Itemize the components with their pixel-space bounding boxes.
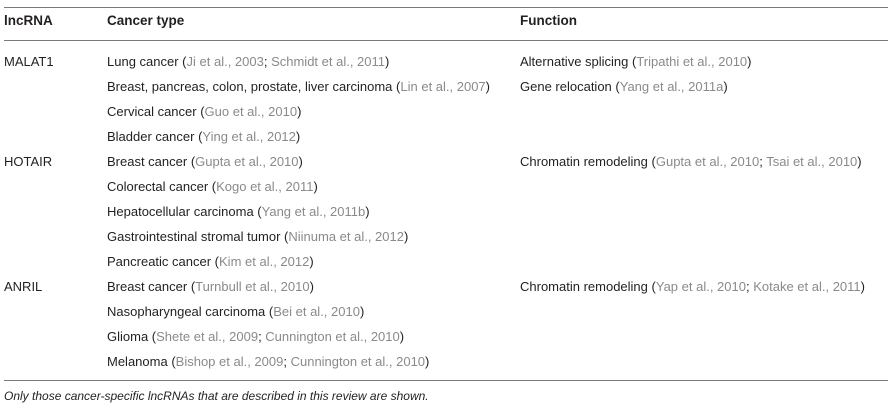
cancer-type-cell-text: Colorectal cancer bbox=[107, 179, 209, 194]
function-cell-text: Alternative splicing bbox=[520, 54, 629, 69]
cancer-type-cell-text: Gastrointestinal stromal tumor bbox=[107, 229, 281, 244]
function-cell-text: Chromatin remodeling bbox=[520, 279, 648, 294]
citation: Kotake et al., 2011 bbox=[753, 279, 861, 294]
table-row bbox=[4, 277, 888, 302]
cancer-type-cell: Glioma (Shete et al., 2009; Cunnington et al., 2010) bbox=[107, 329, 405, 344]
table-row bbox=[4, 252, 888, 277]
table-header-row bbox=[4, 13, 888, 33]
citation: Tsai et al., 2010 bbox=[766, 154, 858, 169]
citation: Bei et al., 2010 bbox=[273, 304, 360, 319]
table-row bbox=[4, 52, 888, 77]
table-bottom-rule bbox=[4, 380, 888, 381]
function-cell: Chromatin remodeling (Gupta et al., 2010; Tsai et al., 2010) bbox=[520, 154, 862, 169]
cancer-type-cell: Bladder cancer (Ying et al., 2012) bbox=[107, 129, 301, 144]
cancer-type-cell: Breast cancer (Gupta et al., 2010) bbox=[107, 154, 303, 169]
citation: Bishop et al., 2009 bbox=[175, 354, 284, 369]
cancer-type-cell-text: Breast cancer bbox=[107, 279, 188, 294]
function-cell: Chromatin remodeling (Yap et al., 2010; Kotake et al., 2011) bbox=[520, 279, 865, 294]
cancer-type-cell: Breast, pancreas, colon, prostate, liver carcinoma (Lin et al., 2007) bbox=[107, 79, 491, 94]
cancer-type-cell-text: Pancreatic cancer bbox=[107, 254, 212, 269]
table-footnote: Only those cancer-specific lncRNAs that are described in this review are shown. bbox=[4, 389, 429, 403]
table-row bbox=[4, 152, 888, 177]
table-row bbox=[4, 127, 888, 152]
citation: Cunnington et al., 2010 bbox=[290, 354, 426, 369]
function-cell-text: Gene relocation bbox=[520, 79, 612, 94]
table-top-rule bbox=[4, 7, 888, 8]
header-lncrna: lncRNA bbox=[4, 13, 53, 28]
citation: Yap et al., 2010 bbox=[655, 279, 746, 294]
cancer-type-cell-text: Cervical cancer bbox=[107, 104, 197, 119]
citation: Yang et al., 2011a bbox=[619, 79, 724, 94]
citation: Cunnington et al., 2010 bbox=[265, 329, 400, 344]
lncrna-cell: ANRIL bbox=[4, 279, 43, 294]
header-cancer-type: Cancer type bbox=[107, 13, 185, 28]
table-row bbox=[4, 227, 888, 252]
function-cell: Alternative splicing (Tripathi et al., 2010) bbox=[520, 54, 752, 69]
lncrna-cell: HOTAIR bbox=[4, 154, 53, 169]
citation: Schmidt et al., 2011 bbox=[271, 54, 386, 69]
citation: Guo et al., 2010 bbox=[204, 104, 298, 119]
cancer-type-cell: Melanoma (Bishop et al., 2009; Cunnington et al., 2010) bbox=[107, 354, 430, 369]
cancer-type-cell: Breast cancer (Turnbull et al., 2010) bbox=[107, 279, 314, 294]
citation: Turnbull et al., 2010 bbox=[195, 279, 310, 294]
cancer-type-cell: Nasopharyngeal carcinoma (Bei et al., 2010) bbox=[107, 304, 365, 319]
lncrna-cell: MALAT1 bbox=[4, 54, 54, 69]
table-row bbox=[4, 352, 888, 377]
cancer-type-cell-text: Melanoma bbox=[107, 354, 168, 369]
citation: Lin et al., 2007 bbox=[400, 79, 486, 94]
cancer-type-cell-text: Breast, pancreas, colon, prostate, liver carcinoma bbox=[107, 79, 393, 94]
header-function: Function bbox=[520, 13, 577, 28]
citation: Gupta et al., 2010 bbox=[195, 154, 299, 169]
cancer-type-cell: Lung cancer (Ji et al., 2003; Schmidt et al., 2011) bbox=[107, 54, 390, 69]
cancer-type-cell-text: Nasopharyngeal carcinoma bbox=[107, 304, 266, 319]
function-cell-text: Chromatin remodeling bbox=[520, 154, 648, 169]
citation: Niinuma et al., 2012 bbox=[288, 229, 404, 244]
table-row bbox=[4, 202, 888, 227]
cancer-type-cell: Cervical cancer (Guo et al., 2010) bbox=[107, 104, 302, 119]
cancer-type-cell-text: Bladder cancer bbox=[107, 129, 195, 144]
table-row bbox=[4, 177, 888, 202]
table-body bbox=[4, 52, 888, 377]
citation: Yang et al., 2011b bbox=[261, 204, 366, 219]
cancer-type-cell-text: Glioma bbox=[107, 329, 149, 344]
citation: Shete et al., 2009 bbox=[156, 329, 259, 344]
cancer-type-cell: Colorectal cancer (Kogo et al., 2011) bbox=[107, 179, 318, 194]
table-header-rule bbox=[4, 40, 888, 41]
cancer-type-cell-text: Hepatocellular carcinoma bbox=[107, 204, 254, 219]
function-cell: Gene relocation (Yang et al., 2011a) bbox=[520, 79, 728, 94]
cancer-type-cell: Gastrointestinal stromal tumor (Niinuma et al., 2012) bbox=[107, 229, 409, 244]
citation: Gupta et al., 2010 bbox=[655, 154, 760, 169]
table-row bbox=[4, 327, 888, 352]
citation: Kogo et al., 2011 bbox=[216, 179, 314, 194]
citation: Ji et al., 2003 bbox=[186, 54, 264, 69]
cancer-type-cell: Hepatocellular carcinoma (Yang et al., 2011b) bbox=[107, 204, 370, 219]
table-row bbox=[4, 77, 888, 102]
cancer-type-cell-text: Breast cancer bbox=[107, 154, 188, 169]
cancer-type-cell-text: Lung cancer bbox=[107, 54, 179, 69]
table-row bbox=[4, 102, 888, 127]
citation: Kim et al., 2012 bbox=[219, 254, 310, 269]
citation: Tripathi et al., 2010 bbox=[636, 54, 748, 69]
citation: Ying et al., 2012 bbox=[202, 129, 296, 144]
table-row bbox=[4, 302, 888, 327]
cancer-type-cell: Pancreatic cancer (Kim et al., 2012) bbox=[107, 254, 314, 269]
